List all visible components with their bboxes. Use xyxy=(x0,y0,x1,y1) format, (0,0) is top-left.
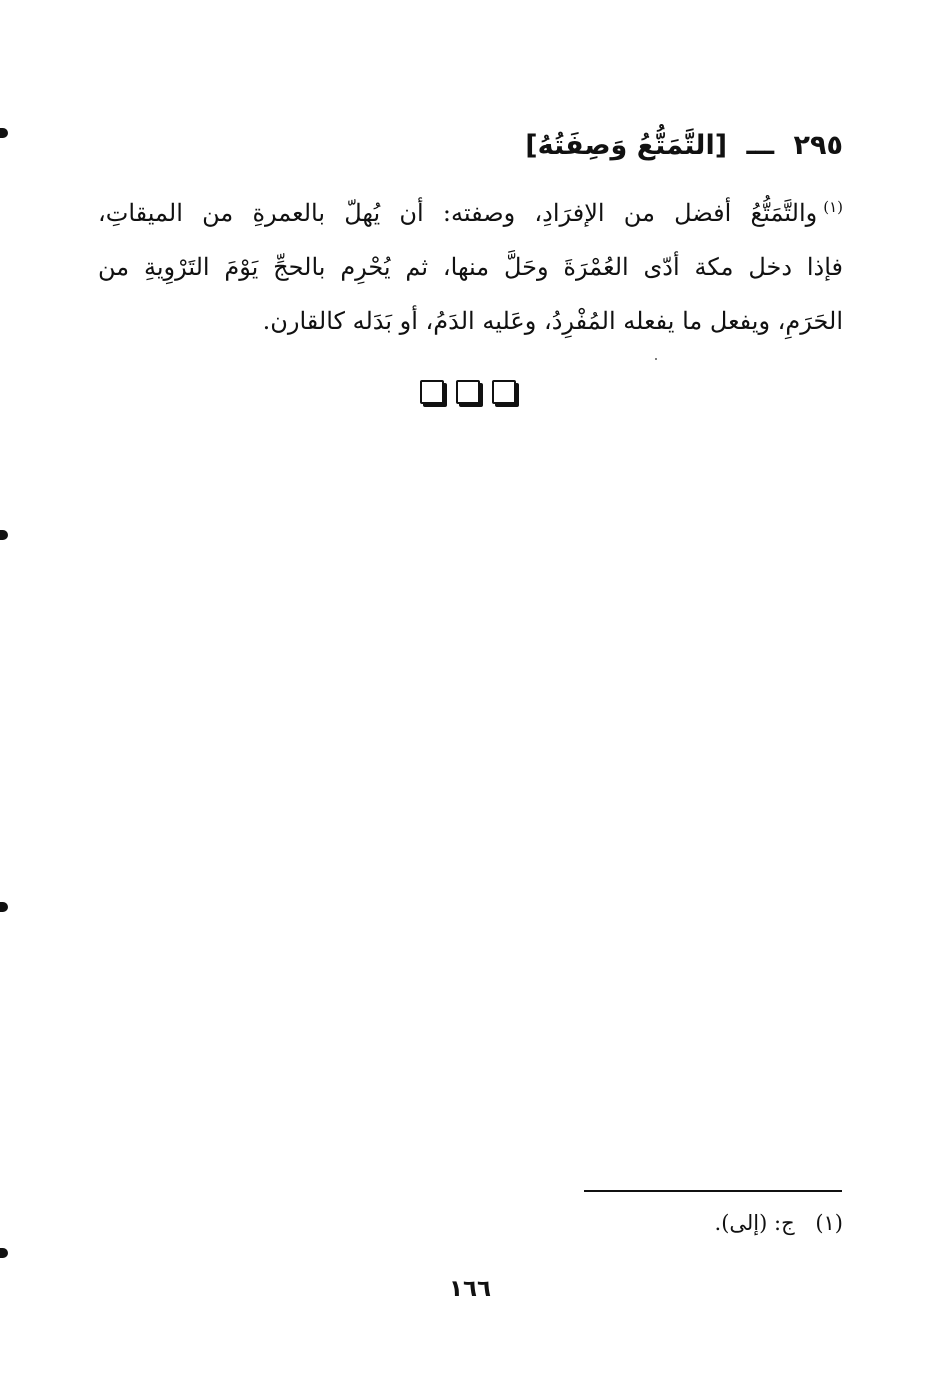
footnote-text: ج: (إلى). xyxy=(714,1211,795,1235)
footnote-separator xyxy=(584,1190,842,1192)
scan-edge-mark xyxy=(0,902,8,912)
scan-edge-mark xyxy=(0,1248,8,1258)
footnote-reference: (١) xyxy=(823,198,843,216)
section-title: [التَّمَتُّعُ وَصِفَتُهُ] xyxy=(525,130,728,161)
section-heading xyxy=(98,126,843,166)
heading-dash: ـــ xyxy=(746,130,775,161)
scan-edge-mark xyxy=(0,128,8,138)
square-box-icon xyxy=(492,380,516,404)
section-number: ٢٩٥ xyxy=(793,130,843,161)
body-line-3: الحَرَمِ، ويفعل ما يفعله المُفْرِدُ، وعَليه الدَمُ، أو بَدَله كالقارن. xyxy=(262,307,843,335)
footnote-number: (١) xyxy=(815,1211,843,1235)
three-square-boxes-icon xyxy=(420,380,530,410)
body-paragraph xyxy=(98,180,843,348)
square-box-icon xyxy=(420,380,444,404)
page-number: ١٦٦ xyxy=(448,1276,492,1302)
footnote xyxy=(543,1206,843,1240)
body-line-2: فإذا دخل مكة أدّى العُمْرَةَ وحَلَّ منها، ثم يُحْرِم بالحجِّ يَوْمَ التَرْوِيةِ من xyxy=(98,253,843,281)
body-line-text: والتَّمَتُّعُ أفضل من الإفرَادِ، وصفته: أن يُهلّ بالعمرةِ من الميقاتِ، xyxy=(98,199,818,227)
square-box-icon xyxy=(456,380,480,404)
scan-edge-mark xyxy=(0,530,8,540)
body-line-1 xyxy=(98,180,843,240)
scan-speck xyxy=(655,358,657,360)
